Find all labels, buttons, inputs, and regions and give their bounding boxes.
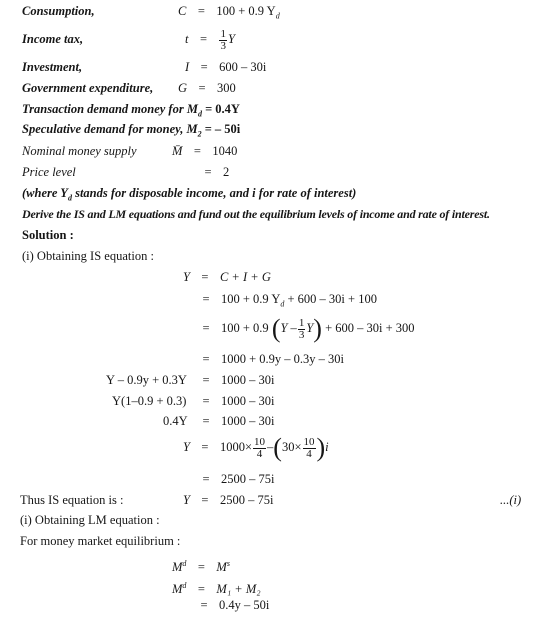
given-transaction-demand: Transaction demand money for $M_d = 0.4Y$ bbox=[22, 102, 240, 119]
given-investment-eq: I = 600 – 30i bbox=[185, 60, 267, 74]
is-result-label: Thus IS equation is : bbox=[20, 493, 124, 507]
is-step-9: = 2500 – 75i bbox=[202, 472, 275, 486]
lm-step-1: $M^d = M^s$ bbox=[172, 559, 230, 575]
lm-step-3: = 0.4y – 50i bbox=[200, 598, 270, 612]
given-speculative-demand: Speculative demand for money, $M_2$ = – 50i bbox=[22, 122, 241, 139]
is-result-tag: ...(i) bbox=[500, 493, 522, 507]
is-step-5-rhs: = 1000 – 30i bbox=[202, 373, 275, 387]
is-step-7-lhs: 0.4Y bbox=[163, 414, 188, 428]
given-money-supply-label: Nominal money supply bbox=[22, 144, 137, 158]
is-step-6-lhs: Y(1–0.9 + 0.3) bbox=[112, 394, 187, 408]
solution-heading: Solution : bbox=[22, 228, 74, 242]
is-step-4: = 1000 + 0.9y – 0.3y – 30i bbox=[202, 352, 345, 366]
is-heading: (i) Obtaining IS equation : bbox=[22, 249, 154, 263]
given-income-tax-eq: t = $\frac{1}{3}$ Y bbox=[185, 27, 235, 52]
given-government-label: Government expenditure, bbox=[22, 81, 154, 95]
is-result-equation: Y = 2500 – 75i bbox=[183, 493, 274, 507]
given-income-tax-label: Income tax, bbox=[22, 32, 84, 46]
given-money-supply-eq: M̄ = 1040 bbox=[172, 144, 238, 158]
task-statement: Derive the IS and LM equations and fund out the equilibrium levels of income and rate of interest. bbox=[22, 207, 490, 221]
where-note: (where $Y_d$ stands for disposable income, and i for rate of interest) bbox=[22, 186, 357, 203]
is-step-3: = 100 + 0.9 (Y – $\frac{1}{3}$ Y) + 600 – 30i + 300 bbox=[202, 314, 415, 344]
lm-heading: (i) Obtaining LM equation : bbox=[20, 513, 160, 527]
lm-step-2: $M^d = M_1 + M_2$ bbox=[172, 581, 261, 597]
lm-intro: For money market equilibrium : bbox=[20, 534, 181, 548]
is-step-2: = 100 + 0.9 $Y_d + 600 - 30i + 100$ bbox=[202, 292, 377, 309]
given-government-eq: G = 300 bbox=[178, 81, 236, 95]
given-consumption-label: Consumption, bbox=[22, 4, 95, 18]
given-price-level-label: Price level bbox=[22, 165, 76, 179]
is-step-1: Y = C + I + G bbox=[183, 270, 271, 284]
given-consumption-eq: C = 100 + 0.9 $Y_d$ bbox=[178, 4, 280, 21]
is-step-7-rhs: = 1000 – 30i bbox=[202, 414, 275, 428]
is-step-5-lhs: Y – 0.9y + 0.3Y bbox=[106, 373, 187, 387]
is-step-8: Y = 1000× $\frac{10}{4}$ –(30× $\frac{10}{4}$ )i bbox=[183, 433, 329, 463]
given-price-level-eq: = 2 bbox=[204, 165, 230, 179]
is-step-6-rhs: = 1000 – 30i bbox=[202, 394, 275, 408]
given-investment-label: Investment, bbox=[22, 60, 83, 74]
